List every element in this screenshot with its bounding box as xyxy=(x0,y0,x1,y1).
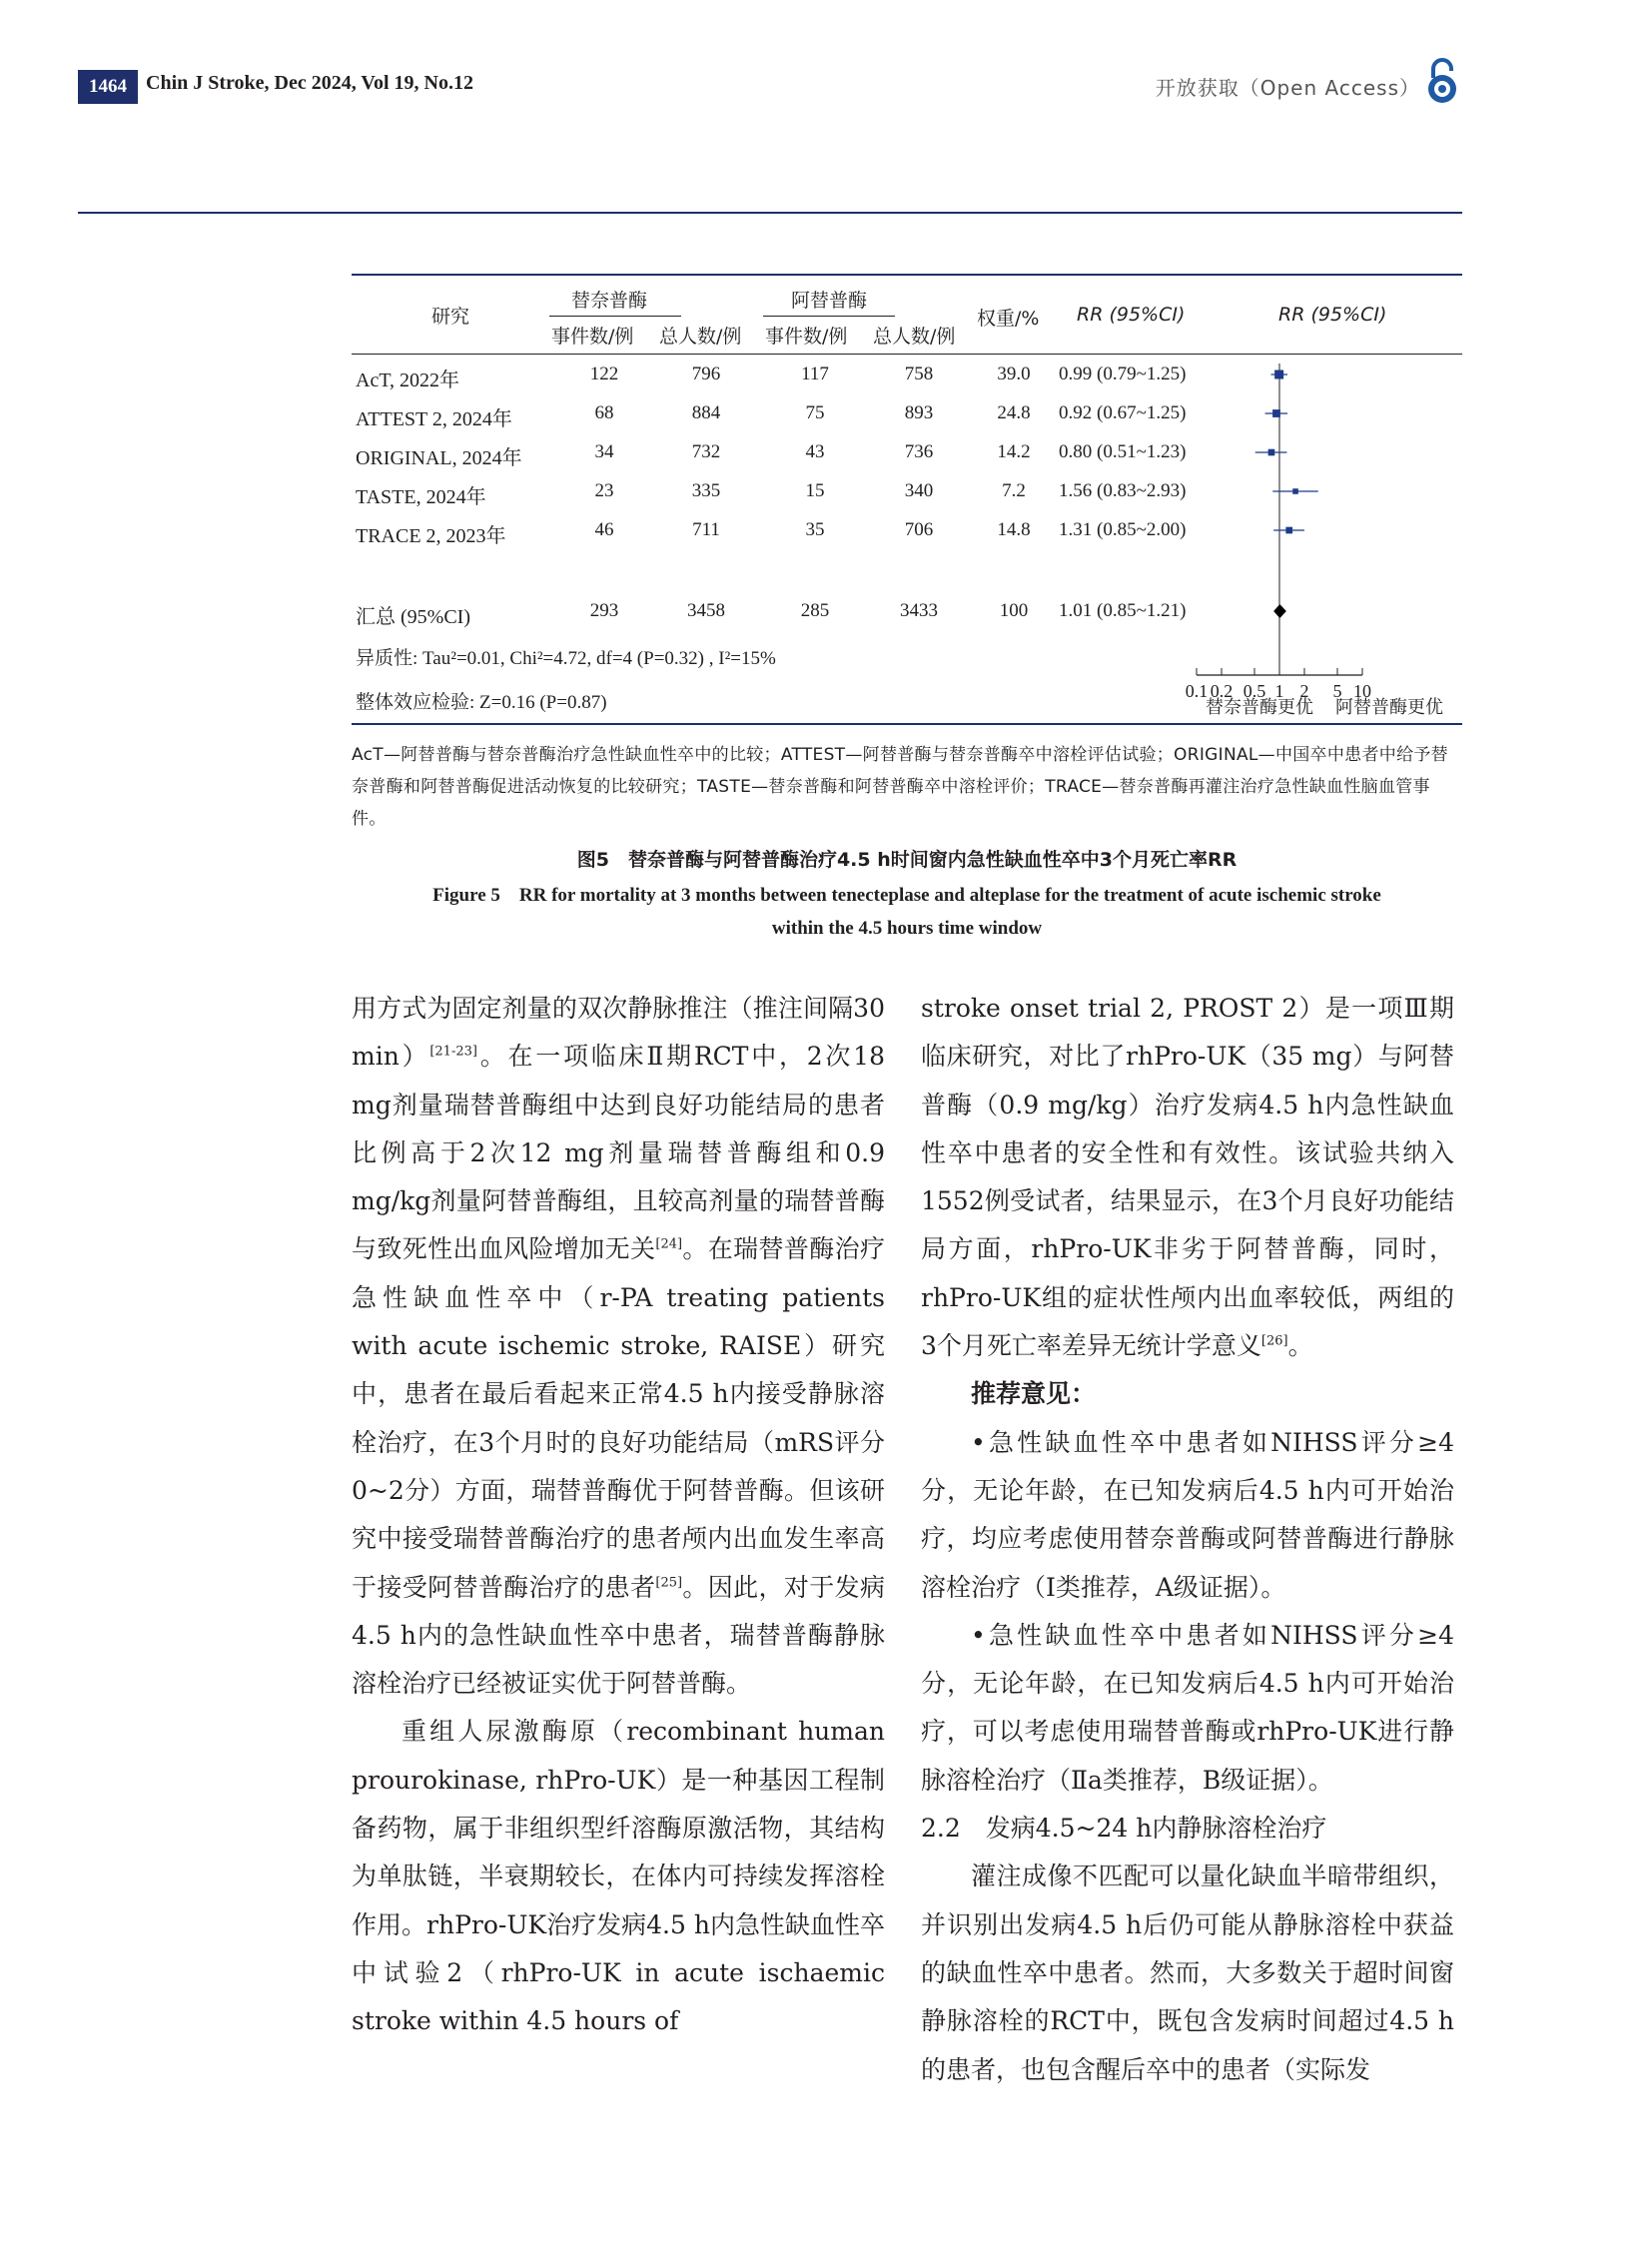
pooled-rr: 1.01 (0.85~1.21) xyxy=(1059,600,1187,621)
point-estimate-marker xyxy=(1285,527,1292,534)
left-paragraph-1: 用方式为固定剂量的双次静脉推注（推注间隔30 min）[21-23]。在一项临床Ⅱ期RCT中，2次18 mg剂量瑞替普酶组中达到良好功能结局的患者比例高于2次12 mg剂量瑞替普酶组和0.9 mg/kg剂量阿替普酶组，且较高剂量的瑞替普酶与致死性出血风险增加无关[24]。在瑞替普酶治疗急性缺血性卒中（r-PA treating patients with acute ischemic stroke, RAISE）研究中，患者在最后看起来正常4.5 h内接受静脉溶栓治疗，在3个月时的良好功能结局（mRS评分0~2分）方面，瑞替普酶优于阿替普酶。但该研究中接受瑞替普酶治疗的患者颅内出血发生率高于接受阿替普酶治疗的患者[25]。因此，对于发病4.5 h内的急性缺血性卒中患者，瑞替普酶静脉溶栓治疗已经被证实优于阿替普酶。 xyxy=(352,994,885,1699)
alt-events: 15 xyxy=(805,480,825,501)
pooled-diamond xyxy=(1273,604,1286,618)
left-paragraph-2: 重组人尿激酶原（recombinant human prourokinase, rhPro-UK）是一种基因工程制备药物，属于非组织型纤溶酶原激活物，其结构为单肽链，半衰期较长，在体内可持续发挥溶栓作用。rhPro-UK治疗发病4.5 h内急性缺血性卒中试验2（rhPro-UK in acute ischaemic stroke within 4.5 hours of xyxy=(352,1717,885,2036)
study-rr: 1.31 (0.85~2.00) xyxy=(1059,519,1187,540)
weight-header: 权重/% xyxy=(977,308,1040,330)
rr-plot-column-header: RR (95%CI) xyxy=(1278,304,1387,326)
favors-tenecteplase-label: 替奈普酶更优 xyxy=(1206,697,1313,718)
figure-title-en-line1: Figure 5 RR for mortality at 3 months between tenecteplase and alteplase for the treatment of acute ischemic stroke xyxy=(432,885,1381,906)
reference-marker: [26] xyxy=(1260,1333,1288,1349)
rr-column-header: RR (95%CI) xyxy=(1077,304,1186,326)
figure-title-en-line2: within the 4.5 hours time window xyxy=(771,918,1043,939)
pooled-tnk-events: 293 xyxy=(589,600,619,621)
study-rr: 0.80 (0.51~1.23) xyxy=(1059,441,1187,462)
recommendation-heading: 推荐意见： xyxy=(971,1379,1097,1409)
open-access-icon xyxy=(1424,56,1460,106)
study-column-header: 研究 xyxy=(431,306,470,328)
pooled-weight: 100 xyxy=(999,600,1029,621)
tnk-total: 732 xyxy=(691,441,721,462)
group2-events-header: 事件数/例 xyxy=(765,326,848,348)
reference-marker: [25] xyxy=(655,1575,683,1591)
alt-events: 75 xyxy=(805,402,825,423)
alt-total: 893 xyxy=(904,402,934,423)
tnk-total: 335 xyxy=(691,480,721,501)
x-axis-tick-label: 10 xyxy=(1353,681,1371,701)
alt-total: 758 xyxy=(904,364,934,384)
x-axis-tick-label: 0.2 xyxy=(1210,681,1234,701)
reference-marker: [24] xyxy=(655,1237,683,1253)
heterogeneity-stats: 异质性: Tau²=0.01, Chi²=4.72, df=4 (P=0.32) , I²=15% xyxy=(356,648,776,669)
reference-marker: [21-23] xyxy=(429,1044,477,1060)
group2-header: 阿替普酶 xyxy=(790,290,868,312)
study-weight: 39.0 xyxy=(997,364,1031,384)
tnk-total: 711 xyxy=(692,519,720,540)
section-heading: 2.2 发病4.5~24 h内静脉溶栓治疗 xyxy=(921,1814,1327,1844)
tnk-total: 884 xyxy=(691,402,721,423)
study-rr: 0.99 (0.79~1.25) xyxy=(1059,364,1187,384)
group2-total-header: 总人数/例 xyxy=(873,326,956,348)
x-axis-tick-label: 0.1 xyxy=(1185,681,1209,701)
favors-alteplase-label: 阿替普酶更优 xyxy=(1335,697,1443,718)
open-access-label: 开放获取（Open Access） xyxy=(1155,76,1420,100)
study-weight: 24.8 xyxy=(997,402,1031,423)
alt-events: 35 xyxy=(805,519,825,540)
study-weight: 14.2 xyxy=(997,441,1031,462)
alt-events: 117 xyxy=(801,364,829,384)
tnk-events: 23 xyxy=(594,480,614,501)
pooled-alt-events: 285 xyxy=(800,600,830,621)
right-paragraph-2: 灌注成像不匹配可以量化缺血半暗带组织，并识别出发病4.5 h后仍可能从静脉溶栓中获益的缺血性卒中患者。然而，大多数关于超时间窗静脉溶栓的RCT中，既包含发病时间超过4.5 h的患者，也包含醒后卒中的患者（实际发 xyxy=(921,1862,1454,2084)
recommendation-2: •急性缺血性卒中患者如NIHSS评分≥4分，无论年龄，在已知发病后4.5 h内可开始治疗，可以考虑使用瑞替普酶或rhPro-UK进行静脉溶栓治疗（Ⅱa类推荐，B级证据）。 xyxy=(921,1620,1454,1795)
point-estimate-marker xyxy=(1292,488,1298,494)
point-estimate-marker xyxy=(1268,449,1275,456)
page-number: 1464 xyxy=(78,70,138,104)
x-axis-tick-label: 2 xyxy=(1299,681,1309,701)
x-axis-tick-label: 0.5 xyxy=(1242,681,1266,701)
study-name: AcT, 2022年 xyxy=(356,370,460,391)
study-name: TRACE 2, 2023年 xyxy=(356,525,506,547)
figure-title-zh: 图5 替奈普酶与阿替普酶治疗4.5 h时间窗内急性缺血性卒中3个月死亡率RR xyxy=(576,849,1238,871)
header-rule xyxy=(78,212,1462,214)
x-axis-tick-label: 1 xyxy=(1274,681,1284,701)
pooled-alt-total: 3433 xyxy=(900,600,938,621)
point-estimate-marker xyxy=(1274,371,1283,379)
right-column xyxy=(921,985,1454,2094)
pooled-tnk-total: 3458 xyxy=(687,600,725,621)
study-rr: 0.92 (0.67~1.25) xyxy=(1059,402,1187,423)
recommendation-1: •急性缺血性卒中患者如NIHSS评分≥4分，无论年龄，在已知发病后4.5 h内可开始治疗，均应考虑使用替奈普酶或阿替普酶进行静脉溶栓治疗（Ⅰ类推荐，A级证据）。 xyxy=(921,1427,1454,1602)
group1-events-header: 事件数/例 xyxy=(551,326,634,348)
journal-citation: Chin J Stroke, Dec 2024, Vol 19, No.12 xyxy=(146,72,473,94)
group1-header: 替奈普酶 xyxy=(570,290,648,312)
alt-events: 43 xyxy=(805,441,825,462)
study-rr: 1.56 (0.83~2.93) xyxy=(1059,480,1187,501)
point-estimate-marker xyxy=(1272,409,1280,417)
study-name: ATTEST 2, 2024年 xyxy=(356,408,512,430)
tnk-events: 34 xyxy=(594,441,614,462)
alt-total: 340 xyxy=(904,480,934,501)
tnk-events: 46 xyxy=(594,519,614,540)
figure-title-en xyxy=(352,879,1462,945)
study-name: ORIGINAL, 2024年 xyxy=(356,447,522,469)
forest-plot xyxy=(352,274,1462,725)
forest-plot-figure xyxy=(352,274,1462,725)
group1-total-header: 总人数/例 xyxy=(659,326,742,348)
study-weight: 7.2 xyxy=(1002,480,1026,501)
tnk-events: 68 xyxy=(594,402,614,423)
tnk-total: 796 xyxy=(691,364,721,384)
alt-total: 706 xyxy=(904,519,934,540)
pooled-name: 汇总 (95%CI) xyxy=(356,606,470,628)
study-name: TASTE, 2024年 xyxy=(356,486,486,508)
alt-total: 736 xyxy=(904,441,934,462)
x-axis-tick-label: 5 xyxy=(1332,681,1342,701)
figure-abbreviation-notes: AcT—阿替普酶与替奈普酶治疗急性缺血性卒中的比较；ATTEST—阿替普酶与替奈普酶卒中溶栓评估试验；ORIGINAL—中国卒中患者中给予替奈普酶和阿替普酶促进活动恢复的比较研究；TASTE—替奈普酶和阿替普酶卒中溶栓评价；TRACE—替奈普酶再灌注治疗急性缺血性脑血管事件。 xyxy=(352,745,1448,829)
right-paragraph-1: stroke onset trial 2, PROST 2）是一项Ⅲ期临床研究，对比了rhPro-UK（35 mg）与阿替普酶（0.9 mg/kg）治疗发病4.5 h内急性缺血性卒中患者的安全性和有效性。该试验共纳入1552例受试者，结果显示，在3个月良好功能结局方面，rhPro-UK非劣于阿替普酶，同时，rhPro-UK组的症状性颅内出血率较低，两组的3个月死亡率差异无统计学意义[26]。 xyxy=(921,994,1454,1361)
study-weight: 14.8 xyxy=(997,519,1031,540)
left-column xyxy=(352,985,885,2046)
overall-effect-test: 整体效应检验: Z=0.16 (P=0.87) xyxy=(356,692,607,713)
tnk-events: 122 xyxy=(589,364,619,384)
